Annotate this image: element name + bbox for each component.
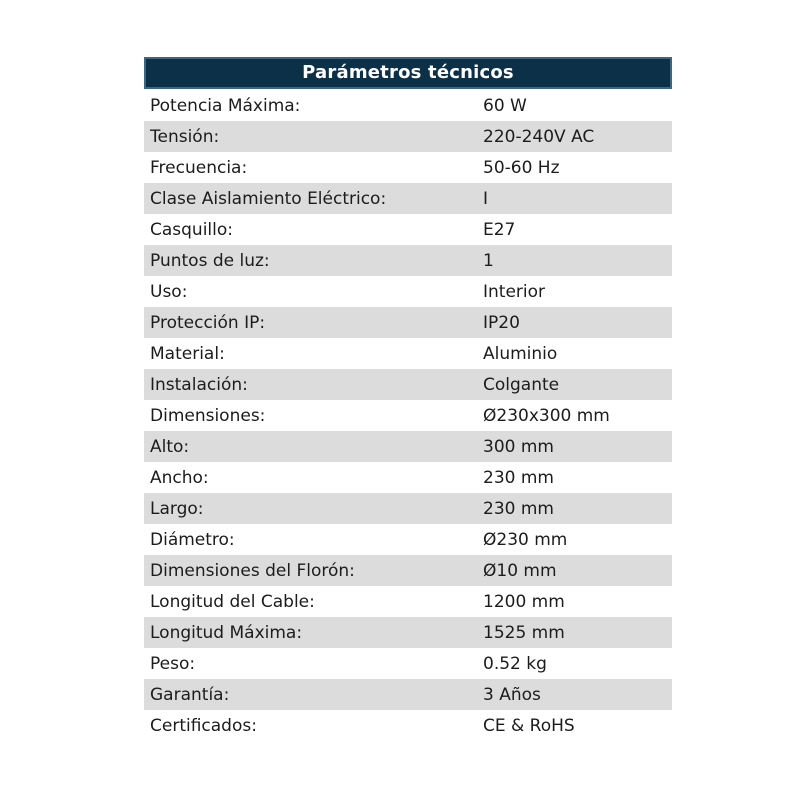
row-value: 220-240V AC [483,126,595,147]
row-value: 1200 mm [483,591,565,612]
row-label: Instalación: [150,374,248,395]
table-row [144,524,672,555]
row-value: I [483,188,489,209]
table-row [144,586,672,617]
table-row [144,493,672,524]
row-label: Frecuencia: [150,157,248,178]
row-value: Ø10 mm [483,560,557,581]
row-value: 1 [483,250,494,271]
row-label: Clase Aislamiento Eléctrico: [150,188,387,209]
row-label: Largo: [150,498,204,519]
table-body [144,90,672,741]
row-label: Garantía: [150,684,230,705]
table-row [144,183,672,214]
row-value: 300 mm [483,436,554,457]
table-row [144,121,672,152]
table-row [144,245,672,276]
table-row [144,152,672,183]
row-label: Casquillo: [150,219,234,240]
row-label: Alto: [150,436,190,457]
row-label: Dimensiones del Florón: [150,560,355,581]
row-value: Interior [483,281,546,302]
row-label: Uso: [150,281,188,302]
table-row [144,648,672,679]
table-row [144,710,672,741]
table-row [144,338,672,369]
row-value: 230 mm [483,498,554,519]
table-row [144,90,672,121]
row-value: 50-60 Hz [483,157,560,178]
row-value: 3 Años [483,684,541,705]
table-row [144,555,672,586]
row-label: Puntos de luz: [150,250,270,271]
row-label: Dimensiones: [150,405,266,426]
row-value: Ø230 mm [483,529,568,550]
table-row [144,431,672,462]
table-row [144,679,672,710]
row-label: Tensión: [150,126,220,147]
row-value: Colgante [483,374,560,395]
row-value: Ø230x300 mm [483,405,610,426]
row-value: 0.52 kg [483,653,547,674]
row-label: Potencia Máxima: [150,95,301,116]
table-row [144,617,672,648]
row-value: IP20 [483,312,520,333]
table-row [144,214,672,245]
table-row [144,400,672,431]
table-row [144,276,672,307]
row-label: Peso: [150,653,196,674]
table-row [144,462,672,493]
row-label: Certificados: [150,715,257,736]
row-value: E27 [483,219,516,240]
row-label: Material: [150,343,225,364]
row-value: 1525 mm [483,622,565,643]
table-header [144,57,672,89]
spec-table [144,57,672,741]
row-value: 60 W [483,95,527,116]
row-label: Diámetro: [150,529,235,550]
row-label: Longitud del Cable: [150,591,315,612]
row-label: Longitud Máxima: [150,622,303,643]
table-row [144,369,672,400]
row-value: Aluminio [483,343,558,364]
row-value: CE & RoHS [483,715,575,736]
row-value: 230 mm [483,467,554,488]
row-label: Ancho: [150,467,209,488]
table-row [144,307,672,338]
table-title: Parámetros técnicos [302,62,514,83]
row-label: Protección IP: [150,312,266,333]
